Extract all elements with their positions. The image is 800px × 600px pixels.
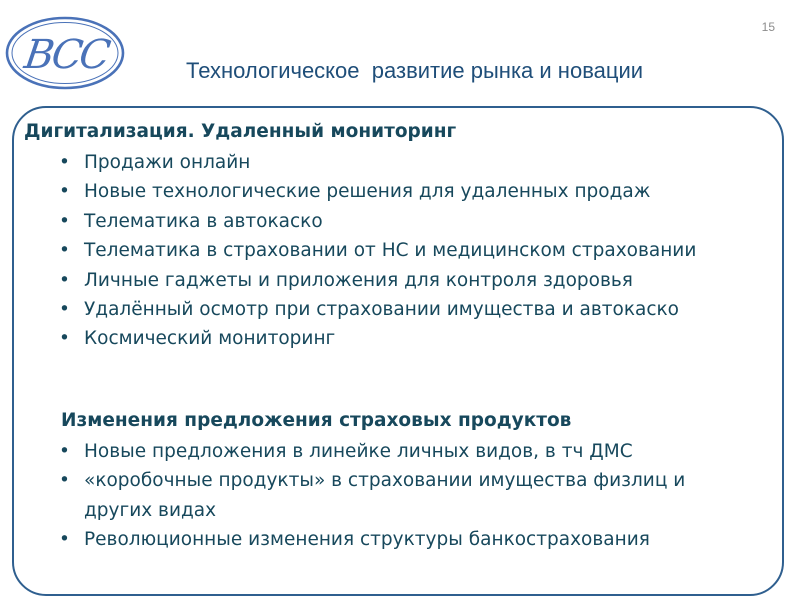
list-item-text: «коробочные продукты» в страховании имущества физлиц и других видах [84,470,686,521]
list-item [59,295,759,324]
bullet-icon: • [59,328,70,350]
list-item-text: Личные гаджеты и приложения для контроля здоровья [84,269,633,291]
list-item-text: Телематика в страховании от НС и медицинском страховании [84,240,697,262]
list-item [59,324,759,353]
bullet-icon: • [59,441,70,462]
section-heading-digitalization: Дигитализация. Удаленный мониторинг [24,121,457,142]
bullet-icon: • [59,240,70,262]
bullet-icon: • [59,152,70,173]
section-heading-products: Изменения предложения страховых продуктов [61,410,572,431]
bullet-icon: • [59,269,70,291]
list-item-text: Новые технологические решения для удаленных продаж [84,181,651,203]
list-item [59,236,759,265]
list-item-text: Космический мониторинг [84,328,336,350]
slide-title: Технологическое развитие рынка и новации [186,58,644,83]
list-item-text: Новые предложения в линейке личных видов, в тч ДМС [84,441,633,462]
bullet-icon: • [59,299,70,321]
logo-text: BCC [21,32,111,78]
bullet-list-products [59,437,719,555]
list-item-text: Продажи онлайн [84,152,251,173]
list-item [59,466,719,525]
list-item [59,148,759,177]
list-item-text: Революционные изменения структуры банкострахования [84,529,650,551]
bullet-icon: • [59,210,70,232]
bullet-icon: • [59,529,70,551]
list-item [59,207,759,236]
page-number: 15 [761,20,775,34]
list-item [59,177,759,206]
list-item [59,437,719,466]
bullet-icon: • [59,181,70,203]
bullet-list-digitalization [59,148,759,354]
list-item-text: Телематика в автокаско [84,210,323,232]
bullet-icon: • [59,470,70,492]
list-item-text: Удалённый осмотр при страховании имущества и автокаско [84,299,679,321]
list-item [59,266,759,295]
company-logo [2,12,128,94]
list-item [59,525,719,554]
